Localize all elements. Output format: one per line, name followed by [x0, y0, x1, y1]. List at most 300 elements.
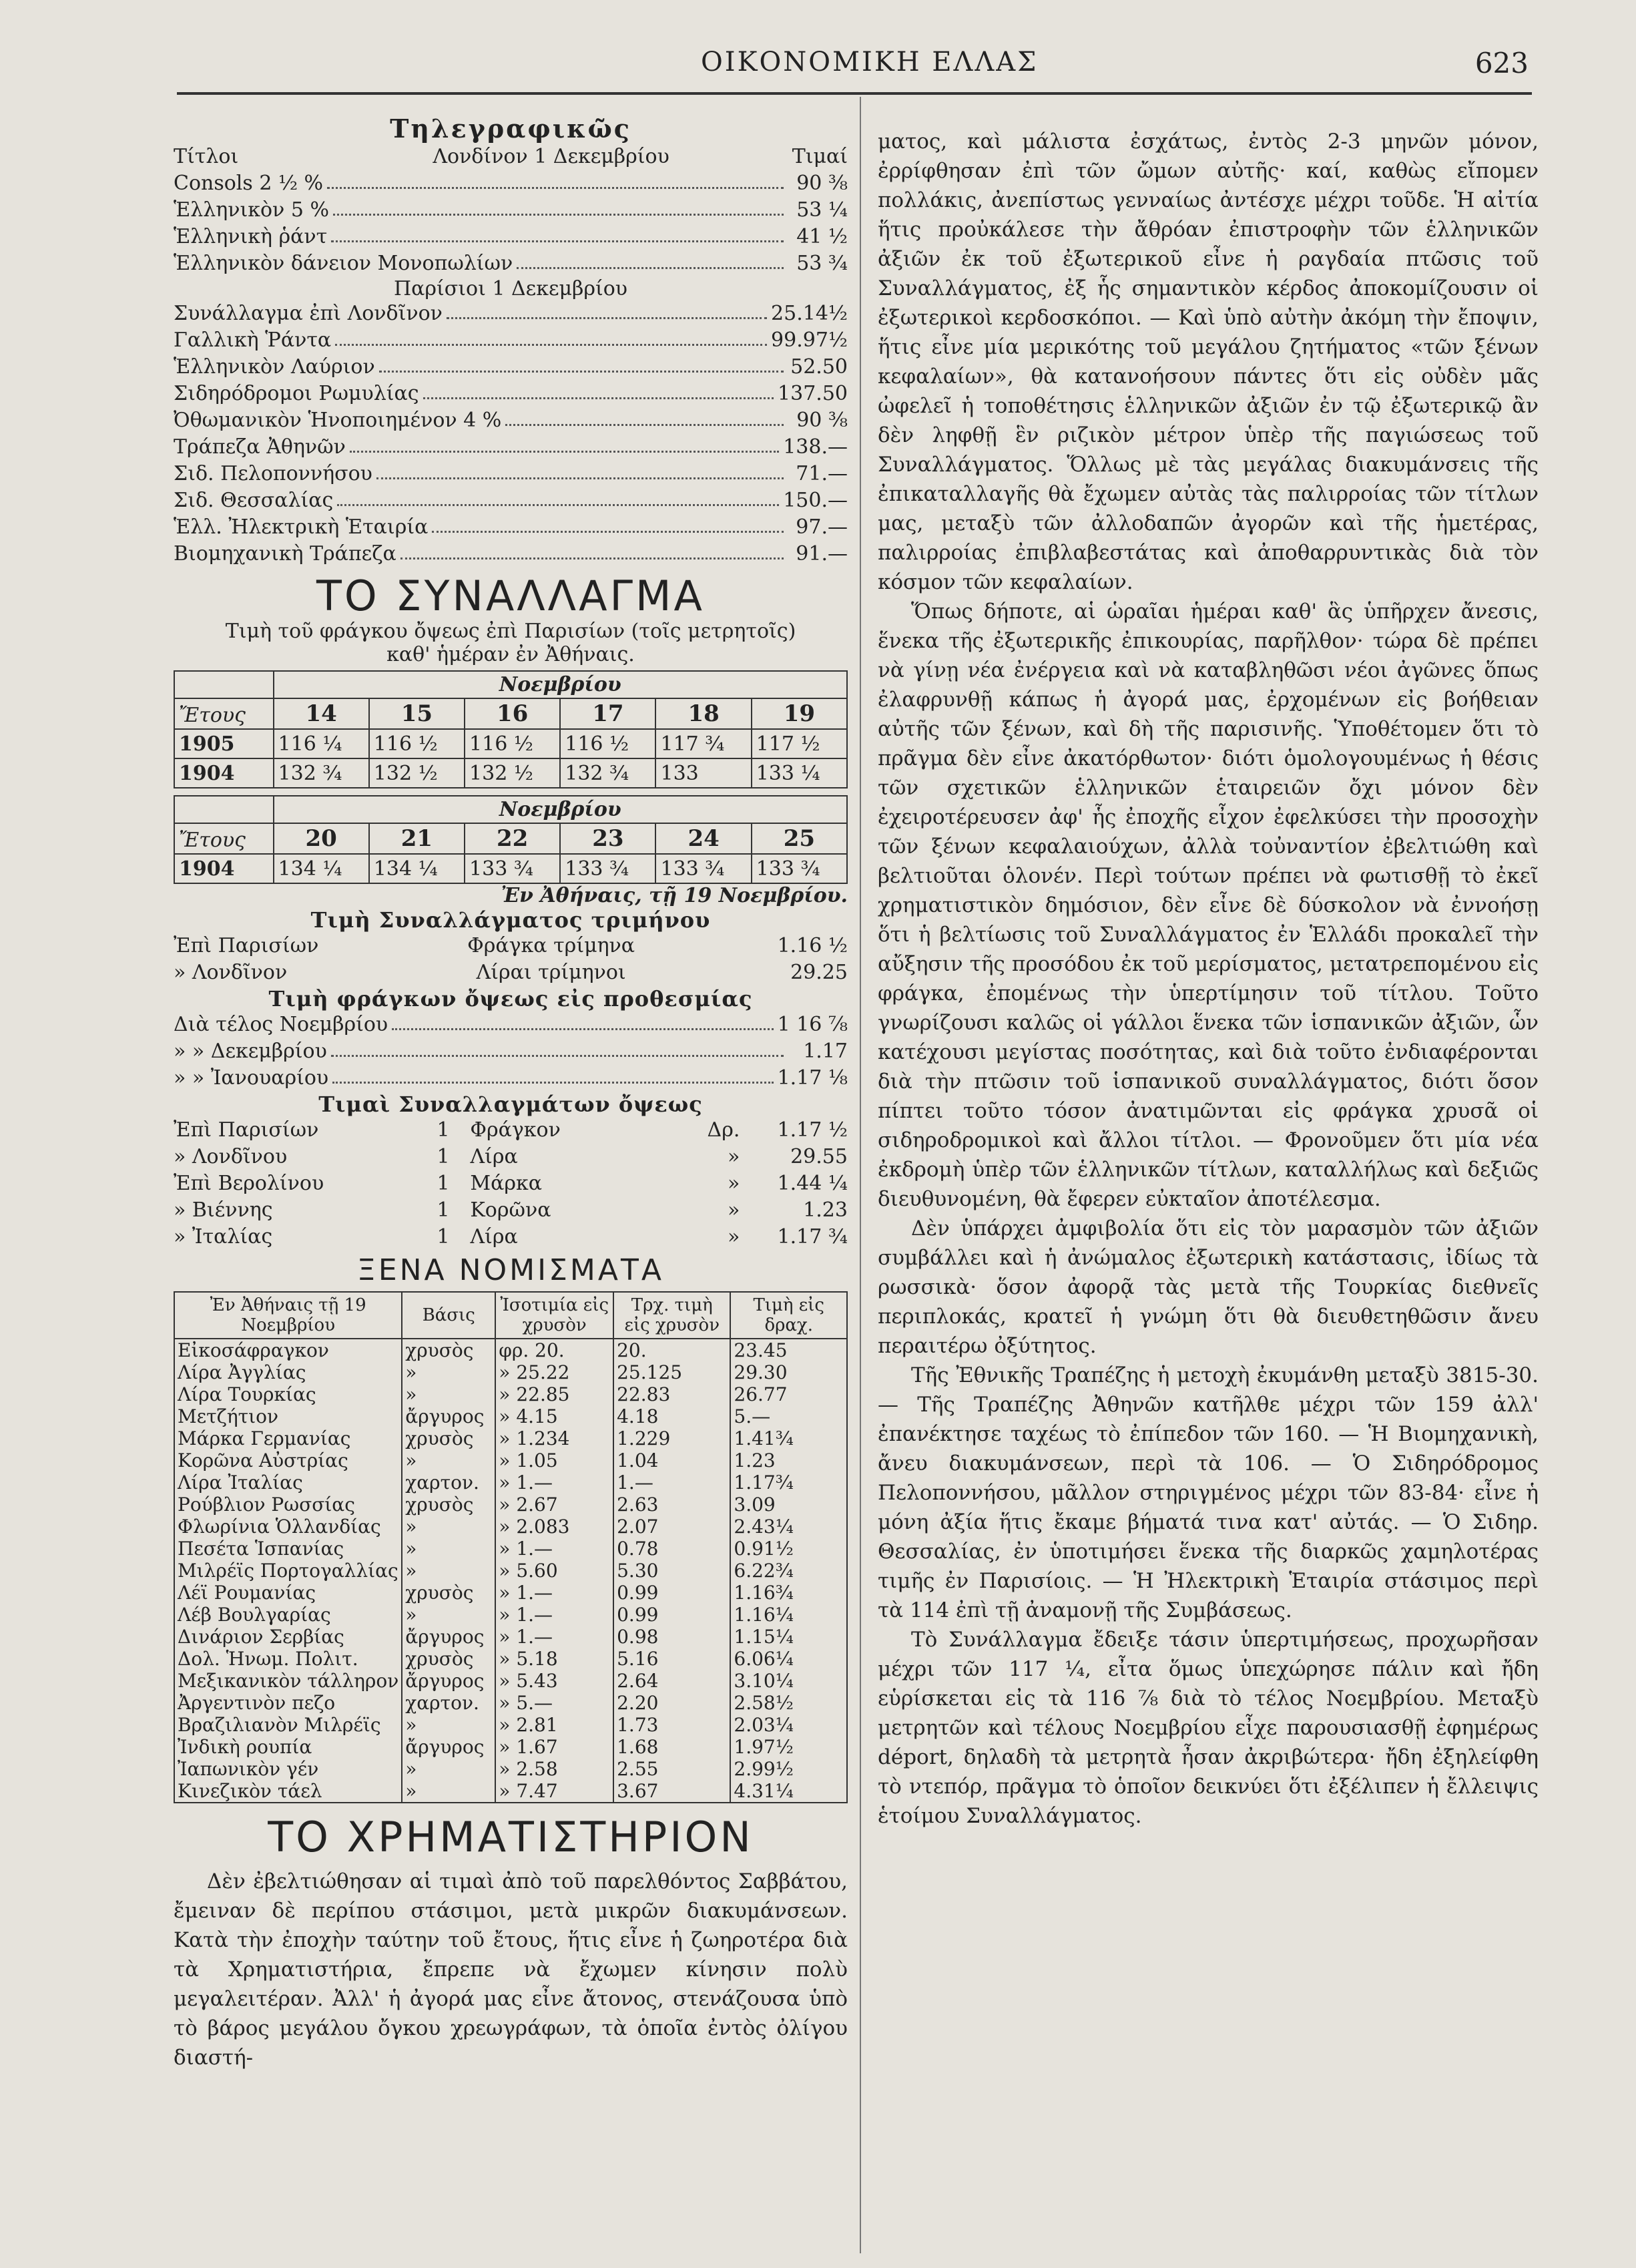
sight-unit: Λίρα [470, 1145, 518, 1168]
year-label: Ἔτους [174, 698, 274, 729]
paris-row [174, 541, 848, 568]
currency-basis: » [402, 1714, 495, 1736]
currency-drachma: 2.58½ [730, 1692, 847, 1714]
header-parity: Ἰσοτιμία εἰς χρυσὸν [495, 1292, 613, 1339]
currency-current: 1.— [613, 1471, 730, 1494]
currency-name: Ἰαπωνικὸν γέν [174, 1758, 402, 1780]
leader-dots [350, 434, 779, 453]
currency-basis: » [402, 1383, 495, 1405]
sight-row [174, 1144, 848, 1170]
currency-current: 2.55 [613, 1758, 730, 1780]
currency-name: Ρούβλιον Ρωσσίας [174, 1494, 402, 1516]
security-name: Ἑλληνικὸν 5 % [174, 198, 329, 222]
sight-row [174, 1224, 848, 1251]
currency-name: Μιλρέϊς Πορτογαλλίας [174, 1560, 402, 1582]
leader-dots [331, 224, 784, 242]
currency-parity: » 2.083 [495, 1516, 613, 1538]
leader-dots [376, 461, 784, 479]
currency-drachma: 0.91½ [730, 1538, 847, 1560]
currency-drachma: 23.45 [730, 1339, 847, 1361]
currency-basis: χρυσὸς [402, 1582, 495, 1604]
day-header: 22 [465, 823, 560, 854]
currency-name: Μεξικανικὸν τάλληρον [174, 1670, 402, 1692]
currency-name: Κινεζικὸν τάελ [174, 1780, 402, 1803]
security-price: 53 ¾ [796, 252, 848, 275]
rate-cell: 133 ¾ [465, 854, 560, 883]
security-name: Ἑλληνικὸν δάνειον Μονοπωλίων [174, 252, 513, 275]
sight-unit: Φράγκον [470, 1118, 561, 1142]
currency-current: 2.64 [613, 1670, 730, 1692]
rate-cell: 134 ¼ [369, 854, 465, 883]
table-row [174, 1604, 847, 1626]
leader-dots [327, 170, 784, 189]
table-row [174, 1471, 847, 1494]
sight-qty: 1 [437, 1198, 450, 1222]
rate-cell: 117 ½ [752, 729, 847, 758]
security-price: 53 ¼ [796, 198, 848, 222]
currency-name: Μάρκα Γερμανίας [174, 1427, 402, 1449]
paragraph: Ὅπως δήποτε, αἱ ὡραῖαι ἡμέραι καθ' ἃς ὑπῆρχεν ἄνεσις, ἕνεκα τῆς ἐξωτερικῆς ἐπικουρίας, παρῆλθον· τώρα δὲ πρέπει νὰ γίνῃ νέα ἐνέργεια καὶ νὰ καταβληθῶσι νέοι ἀγῶνες ὅπως ἐλαφρυνθῇ κάπως ἡ ἀγορά μας, ἐρχομένων εἰς βοήθειαν αὐτῆς τῶν ξένων, καὶ δὴ τῆς παρισινῆς. Ὑποθέτομεν ὅτι τὸ πρᾶγμα δὲν εἶνε ἀκατόρθωτον· διότι ὁμολογουμένως ἡ θέσις τῶν σχετικῶν ἑλληνικῶν ἑταιρειῶν ὄχι μόνον δὲν ἐχειροτέρευσεν ἀφ' ἧς ἐποχῆς εἶχον ἐφελκύσει τὴν προσοχὴν τῶν ξένων κεφαλαιούχων, ἀλλὰ τοὐναντίον ἐβελτιώθη καὶ βελτιοῦται ὁλονέν. Περὶ τούτων πρέπει νὰ φωτισθῇ τὸ ἐκεῖ χρηματιστικὸν δημόσιον, δὲν εἶνε δὲ δύσκολον νὰ ἐννοήσῃ ὅτι ἡ βελτίωσις τοῦ Συναλλάγματος ἐν Ἑλλάδι προκαλεῖ τὴν αὔξησιν τῆς προσόδου ἐκ τοῦ μερίσματος, μετατρεπομένου εἰς φράγκα, ἐπομένως τὴν ὑπερτίμησιν τοῦ τίτλου. Τοῦτο γνωρίζουσι καλῶς οἱ γάλλοι ἕνεκα τῶν ἱσπανικῶν ἀξιῶν, ὧν κατέχουσι μεγίστας ποσότητας, καὶ διὰ τοῦτο ἐνδιαφέρονται διὰ τὴν πτῶσιν τοῦ ἱσπανικοῦ συναλλάγματος, διότι ὅσον πίπτει τοῦτο τόσον ἀνατιμῶνται εἰς φράγκα χρυσᾶ οἱ σιδηροδρομικοὶ καὶ ἄλλοι τίτλοι. — Φρονοῦμεν ὅτι μία νέα ἐκδρομὴ ὑπὲρ τῶν ἑλληνικῶν τίτλων, καταλλήλως καὶ δεξιῶς διευθυνομένη, θὰ ἔφερεν εὐκταῖον ἀποτέλεσμα. [878, 600, 1539, 1211]
currency-current: 25.125 [613, 1361, 730, 1383]
currency-basis: » [402, 1758, 495, 1780]
security-price: 90 ⅜ [796, 172, 848, 195]
currency-current: 1.68 [613, 1736, 730, 1758]
year-cell: 1905 [174, 729, 274, 758]
day-header: 24 [655, 823, 751, 854]
table-row [174, 1736, 847, 1758]
paris-row [174, 487, 848, 514]
currency-basis: » [402, 1516, 495, 1538]
currency-parity: » 7.47 [495, 1780, 613, 1803]
currency-name: Λέβ Βουλγαρίας [174, 1604, 402, 1626]
day-header: 25 [752, 823, 847, 854]
currency-parity: » 4.15 [495, 1405, 613, 1427]
security-name: Γαλλικὴ Ῥάντα [174, 328, 332, 352]
day-header: 17 [560, 698, 655, 729]
sight-value: 1.44 ¼ [777, 1172, 848, 1195]
rate-cell: 133 [655, 758, 751, 788]
rate-cell: 133 ¾ [752, 854, 847, 883]
sight-value: 1.17 ½ [777, 1118, 848, 1142]
currency-current: 0.99 [613, 1582, 730, 1604]
currency-parity: » 1.— [495, 1538, 613, 1560]
currency-current: 1.73 [613, 1714, 730, 1736]
table-row [174, 1758, 847, 1780]
quarter-unit: Λίραι τρίμηνοι [476, 961, 626, 984]
day-header: 16 [465, 698, 560, 729]
sight-city: » Λονδῖνου [174, 1145, 288, 1168]
currency-name: Κορῶνα Αὐστρίας [174, 1449, 402, 1471]
sight-unit: Κορῶνα [470, 1198, 551, 1222]
currency-basis: ἄργυρος [402, 1736, 495, 1758]
paris-row [174, 327, 848, 354]
sight-currency: Δρ. [707, 1118, 740, 1142]
paragraph: ματος, καὶ μάλιστα ἐσχάτως, ἐντὸς 2-3 μηνῶν μόνον, ἐρρίφθησαν ἐπὶ τῶν ὤμων αὐτῆς· καί, καθὼς εἴπομεν πολλάκις, ἀνεπίστως γενναίως ἀντέσχε μέχρι τοῦδε. Ἡ αἰτία ἥτις προὐκάλεσε τὴν ἄθρόαν ἐπιστροφὴν τῶν ἑλληνικῶν ἀξιῶν ἐκ τοῦ ἐξωτερικοῦ εἶνε ἡ ραγδαία πτῶσις τοῦ Συναλλάγματος, ἐξ ἧς σημαντικὸν κέρδος ἀποκομίζουσιν οἱ ἐξωτερικοὶ κερδοσκόποι. — Καὶ ὑπὸ αὐτὴν ἀκόμη τὴν ἔποψιν, ἥτις εἶνε μία μερικότης τοῦ μεγάλου ζητήματος «τῶν ξένων κεφαλαίων», θὰ κατανοήσουν πάντες ὅτι εἰς οὐδὲν μᾶς ὠφελεῖ ἡ τοποθέτησις ἑλληνικῶν ἀξιῶν ἐν τῷ ἐξωτερικῷ ἂν δὲν ληφθῇ ἓν ριζικὸν μέτρον ὑπὲρ τῆς παγιώσεως τοῦ Συναλλάγματος. Ὅλλως μὲ τὰς μεγάλας διακυμάνσεις τῆς ἐπικαταλλαγῆς θὰ ἔχωμεν αὐτὰς τὰς παλιρροίας τῶν τίτλων μας, μεταξὺ τῶν ἀλλοδαπῶν ἀγορῶν καὶ τῆς ἡμετέρας, παλιρροίας ἐπιβλαβεστάτας καὶ ἀποθαρρυντικὰς διὰ τὸν κόσμον τῶν κεφαλαίων. [878, 130, 1539, 594]
sight-qty: 1 [437, 1225, 450, 1249]
deposit-term: » » Ἰανουαρίου [174, 1066, 329, 1090]
table-row [174, 1494, 847, 1516]
currency-drachma: 6.22¾ [730, 1560, 847, 1582]
security-name: Consols 2 ½ % [174, 172, 324, 195]
currency-basis: χαρτον. [402, 1471, 495, 1494]
currency-current: 2.07 [613, 1516, 730, 1538]
header-current: Τρχ. τιμὴ εἰς χρυσὸν [613, 1292, 730, 1339]
deposit-term: Διὰ τέλος Νοεμβρίου [174, 1013, 388, 1036]
currency-basis: ἄργυρος [402, 1626, 495, 1648]
security-price: 138.— [783, 435, 848, 459]
sight-city: » Ἰταλίας [174, 1225, 273, 1249]
currency-parity: » 2.58 [495, 1758, 613, 1780]
caption-prices: Τιμαί [792, 145, 848, 168]
quarter-place: Ἐπὶ Παρισίων [174, 934, 319, 957]
currency-current: 2.20 [613, 1692, 730, 1714]
table-row [174, 1714, 847, 1736]
security-price: 90 ⅜ [796, 409, 848, 432]
table-row [174, 854, 847, 883]
running-title: ΟΙΚΟΝΟΜΙΚΗ ΕΛΛΑΣ [701, 47, 1039, 77]
currency-current: 5.30 [613, 1560, 730, 1582]
rate-cell: 134 ¼ [274, 854, 369, 883]
london-list [174, 170, 848, 277]
paragraph: Τὸ Συνάλλαγμα ἔδειξε τάσιν ὑπερτιμήσεως, προχωρῆσαν μέχρι τῶν 117 ¼, εἶτα ὅμως ὑπεχώρησε πάλιν καὶ ἤδη εὑρίσκεται εἰς τὰ 116 ⅞ διὰ τὸ τέλος Νοεμβρίου. Μεταξὺ μετρητῶν καὶ τέλους Νοεμβρίου εἶχε παρουσιασθῇ ἐφημέρως déport, δηλαδὴ τὰ μετρητὰ ἦσαν ἀκριβώτερα· ἤδη ἐξηλείφθη τὸ ντεπόρ, πρᾶγμα τὸ ὁποῖον δεικνύει ὅτι ἐξέλιπεν ἡ ἔλλειψις ἑτοίμου Συναλλάγματος. [878, 1628, 1539, 1828]
sight-unit: Λίρα [470, 1225, 518, 1249]
table-row [174, 758, 847, 788]
currency-drachma: 29.30 [730, 1361, 847, 1383]
paragraph: Δὲν ὑπάρχει ἀμφιβολία ὅτι εἰς τὸν μαρασμὸν τῶν ἀξιῶν συμβάλλει καὶ ἡ ἀνώμαλος ἐξωτερικὴ κατάστασις, ἰδίως τὰ ρωσσικὰ· ὅσον ἀφορᾷ τὰς μετὰ τῆς Τουρκίας διεθνεῖς περιπλοκάς, κρατεῖ ἡ γνώμη ὅτι θὰ διευθετηθῶσιν ἄνευ περαιτέρω ὀξύτητος. [878, 1216, 1539, 1358]
foreign-heading: ΞΕΝΑ ΝΟΜΙΣΜΑΤΑ [357, 1253, 664, 1287]
london-row [174, 250, 848, 277]
sight-currency: » [728, 1145, 740, 1168]
currency-parity: » 5.43 [495, 1670, 613, 1692]
currency-drachma: 1.16¾ [730, 1582, 847, 1604]
table-row [174, 1648, 847, 1670]
table-row [174, 1560, 847, 1582]
currency-drachma: 5.— [730, 1405, 847, 1427]
sight-row [174, 1170, 848, 1197]
currency-drachma: 1.16¼ [730, 1604, 847, 1626]
deposit-heading: Τιμὴ φράγκων ὄψεως εἰς προθεσμίας [268, 986, 753, 1011]
table-row [174, 1692, 847, 1714]
exchange-table-2 [174, 795, 848, 884]
currency-name: Φλωρίνια Ὁλλανδίας [174, 1516, 402, 1538]
london-row [174, 197, 848, 224]
header-drachma: Τιμὴ εἰς δραχ. [730, 1292, 847, 1339]
currency-drachma: 1.41¾ [730, 1427, 847, 1449]
security-price: 71.— [796, 462, 848, 485]
rate-cell: 133 ¾ [655, 854, 751, 883]
currency-parity: » 25.22 [495, 1361, 613, 1383]
table-row [174, 1780, 847, 1803]
currency-current: 1.04 [613, 1449, 730, 1471]
sight-city: Ἐπὶ Βερολίνου [174, 1172, 324, 1195]
sight-unit: Μάρκα [470, 1172, 543, 1195]
rate-cell: 132 ¾ [274, 758, 369, 788]
leader-dots [379, 354, 784, 373]
currency-current: 0.99 [613, 1604, 730, 1626]
leader-dots [400, 541, 784, 559]
deposit-value: 1 16 ⅞ [777, 1013, 848, 1036]
paris-row [174, 434, 848, 461]
currency-basis: » [402, 1560, 495, 1582]
deposit-term: » » Δεκεμβρίου [174, 1040, 327, 1063]
security-price: 25.14½ [771, 302, 848, 325]
rate-cell: 116 ½ [369, 729, 465, 758]
security-name: Βιομηχανικὴ Τράπεζα [174, 542, 396, 565]
currency-drachma: 2.43¼ [730, 1516, 847, 1538]
currency-parity: » 5.60 [495, 1560, 613, 1582]
paris-row [174, 461, 848, 487]
currency-basis: » [402, 1449, 495, 1471]
header-basis: Βάσις [402, 1292, 495, 1339]
leader-dots [333, 197, 784, 216]
rate-cell: 132 ½ [465, 758, 560, 788]
currency-name: Λίρα Ἀγγλίας [174, 1361, 402, 1383]
security-name: Σιδ. Θεσσαλίας [174, 489, 334, 512]
rate-cell: 117 ¾ [655, 729, 751, 758]
leader-dots [331, 1038, 784, 1057]
day-header: 23 [560, 823, 655, 854]
currency-current: 20. [613, 1339, 730, 1361]
currency-parity: » 1.— [495, 1471, 613, 1494]
leader-dots [423, 381, 774, 399]
currency-parity: » 1.— [495, 1582, 613, 1604]
bourse-text-left [174, 1867, 848, 2072]
table-row [174, 1383, 847, 1405]
right-column [878, 127, 1539, 1831]
currency-drachma: 3.09 [730, 1494, 847, 1516]
security-price: 91.— [796, 542, 848, 565]
sight-qty: 1 [437, 1118, 450, 1142]
rate-cell: 133 ¾ [560, 854, 655, 883]
security-price: 97.— [796, 515, 848, 539]
bourse-heading: ΤΟ ΧΡΗΜΑΤΙΣΤΗΡΙΟΝ [268, 1813, 754, 1861]
currency-drachma: 26.77 [730, 1383, 847, 1405]
quarter-row [174, 933, 848, 959]
table-row [174, 1339, 847, 1361]
currency-drachma: 1.97½ [730, 1736, 847, 1758]
currency-current: 2.63 [613, 1494, 730, 1516]
currency-current: 0.98 [613, 1626, 730, 1648]
currency-parity: » 1.234 [495, 1427, 613, 1449]
day-header: 18 [655, 698, 751, 729]
table-row [174, 1449, 847, 1471]
sight-row [174, 1197, 848, 1224]
security-price: 41 ½ [796, 225, 848, 248]
currency-basis: χαρτον. [402, 1692, 495, 1714]
currency-drachma: 6.06¼ [730, 1648, 847, 1670]
sight-value: 29.55 [790, 1145, 848, 1168]
leader-dots [505, 407, 784, 426]
currency-name: Εἰκοσάφραγκον [174, 1339, 402, 1361]
table-row [174, 1582, 847, 1604]
currency-basis: ἄργυρος [402, 1670, 495, 1692]
currency-name: Λίρα Ἰταλίας [174, 1471, 402, 1494]
currency-parity: φρ. 20. [495, 1339, 613, 1361]
paragraph: Τῆς Ἐθνικῆς Τραπέζης ἡ μετοχὴ ἐκυμάνθη μεταξὺ 3815-30. — Τῆς Τραπέζης Ἀθηνῶν κατῆλθε μέχρι τῶν 159 ἀλλ' ἐπανέκτησε ταχέως τὸ ἐπίπεδον τῶν 160. — Ἡ Βιομηχανικὴ, ἄνευ διακυμάνσεων, περὶ τὰ 106. — Ὁ Σιδηρόδρομος Πελοποννήσου, μᾶλλον στηριγμένος μέχρι τῶν 83-84· εἶνε ἡ μόνη ἀξία ἥτις ἔκαμε βήματά τινα κατ' αὐτάς. — Ὁ Σιδηρ. Θεσσαλίας, ἐν ὑποτιμήσει ἕνεκα τῆς διαρκῶς χαμηλοτέρας τιμῆς ἐν Παρισίοις. — Ἡ Ἠλεκτρικὴ Ἑταιρία στάσιμος περὶ τὰ 114 ἐπὶ τῇ ἀναμονῇ τῆς Συμβάσεως. [878, 1363, 1539, 1622]
deposit-row [174, 1038, 848, 1065]
currency-basis: » [402, 1361, 495, 1383]
day-header: 14 [274, 698, 369, 729]
month-caption: Νοεμβρίου [274, 671, 847, 698]
currency-parity: » 2.81 [495, 1714, 613, 1736]
leader-dots [447, 300, 767, 319]
security-name: Συνάλλαγμα ἐπὶ Λονδῖνον [174, 302, 443, 325]
paris-row [174, 354, 848, 381]
header-rule [177, 92, 1532, 95]
sight-currency: » [728, 1198, 740, 1222]
currency-drachma: 1.17¾ [730, 1471, 847, 1494]
currency-parity: » 1.— [495, 1604, 613, 1626]
currency-current: 3.67 [613, 1780, 730, 1803]
left-column [174, 114, 848, 2072]
currency-basis: ἄργυρος [402, 1405, 495, 1427]
currency-drachma: 2.03¼ [730, 1714, 847, 1736]
sight-value: 1.17 ¾ [777, 1225, 848, 1249]
security-name: Σιδηρόδρομοι Ρωμυλίας [174, 382, 419, 405]
day-header: 19 [752, 698, 847, 729]
currency-name: Πεσέτα Ἱσπανίας [174, 1538, 402, 1560]
currency-basis: χρυσὸς [402, 1427, 495, 1449]
foreign-table-body [174, 1339, 847, 1803]
currency-name: Ἀργεντινὸν πεζο [174, 1692, 402, 1714]
currency-parity: » 1.— [495, 1626, 613, 1648]
leader-dots [332, 1065, 773, 1084]
london-row [174, 224, 848, 250]
rate-cell: 116 ¼ [274, 729, 369, 758]
security-price: 150.— [783, 489, 848, 512]
currency-name: Δολ. Ἡνωμ. Πολιτ. [174, 1648, 402, 1670]
currency-parity: » 2.67 [495, 1494, 613, 1516]
currency-name: Ἰνδικὴ ρουπία [174, 1736, 402, 1758]
page-header [180, 47, 1529, 93]
security-name: Ἑλληνικὴ ῥάντ [174, 225, 328, 248]
currency-current: 22.83 [613, 1383, 730, 1405]
currency-name: Λίρα Τουρκίας [174, 1383, 402, 1405]
table-row [174, 1538, 847, 1560]
currency-parity: » 22.85 [495, 1383, 613, 1405]
security-name: Ἑλληνικὸν Λαύριον [174, 355, 375, 379]
table-row [174, 1626, 847, 1648]
currency-basis: χρυσὸς [402, 1339, 495, 1361]
currency-current: 5.16 [613, 1648, 730, 1670]
leader-dots [335, 327, 767, 346]
exchange-note-line2: καθ' ἡμέραν ἐν Ἀθήναις. [386, 642, 635, 666]
paris-row [174, 407, 848, 434]
paris-row [174, 381, 848, 407]
header-date: Ἐν Ἀθήναις τῇ 19 Νοεμβρίου [174, 1292, 402, 1339]
security-name: Τράπεζα Ἀθηνῶν [174, 435, 346, 459]
table-row [174, 1516, 847, 1538]
currency-drachma: 3.10¼ [730, 1670, 847, 1692]
quarter-value: 29.25 [790, 961, 848, 984]
london-row [174, 170, 848, 197]
currency-drachma: 1.23 [730, 1449, 847, 1471]
sight-currency: » [728, 1225, 740, 1249]
currency-parity: » 1.05 [495, 1449, 613, 1471]
currency-name: Δινάριον Σερβίας [174, 1626, 402, 1648]
security-price: 52.50 [790, 355, 848, 379]
paris-list [174, 300, 848, 568]
currency-drachma: 1.15¼ [730, 1626, 847, 1648]
sight-qty: 1 [437, 1145, 450, 1168]
column-divider [860, 97, 861, 2253]
leader-dots [337, 487, 779, 506]
quarter-heading: Τιμὴ Συναλλάγματος τριμήνου [310, 907, 711, 933]
day-header: 21 [369, 823, 465, 854]
rate-cell: 132 ¾ [560, 758, 655, 788]
currency-basis: » [402, 1780, 495, 1803]
currency-basis: » [402, 1538, 495, 1560]
table-row [174, 729, 847, 758]
paris-row [174, 300, 848, 327]
paris-caption: Παρίσιοι 1 Δεκεμβρίου [393, 277, 628, 300]
currency-basis: » [402, 1604, 495, 1626]
rate-cell: 132 ½ [369, 758, 465, 788]
sight-city: » Βιέννης [174, 1198, 273, 1222]
deposit-value: 1.17 ⅛ [777, 1066, 848, 1090]
quarter-place: » Λονδῖνον [174, 961, 288, 984]
deposit-row [174, 1065, 848, 1092]
quarter-row [174, 959, 848, 986]
deposit-row [174, 1011, 848, 1038]
table-row [174, 1670, 847, 1692]
sight-value: 1.23 [803, 1198, 848, 1222]
caption-london-date: Λονδίνον 1 Δεκεμβρίου [433, 145, 669, 168]
day-header: 15 [369, 698, 465, 729]
sight-qty: 1 [437, 1172, 450, 1195]
currency-current: 4.18 [613, 1405, 730, 1427]
leader-dots [517, 250, 784, 269]
currency-current: 0.78 [613, 1538, 730, 1560]
quarter-value: 1.16 ½ [777, 934, 848, 957]
page-number: 623 [1474, 47, 1529, 79]
table-row [174, 1427, 847, 1449]
telegraph-heading: Τηλεγραφικῶς [390, 114, 631, 144]
currency-parity: » 1.67 [495, 1736, 613, 1758]
table-row [174, 1361, 847, 1383]
currency-name: Βραζιλιανὸν Μιλρέϊς [174, 1714, 402, 1736]
year-label: Ἔτους [174, 823, 274, 854]
dateline: Ἐν Ἀθήναις, τῇ 19 Νοεμβρίου. [501, 884, 848, 907]
london-caption [174, 144, 848, 170]
month-caption: Νοεμβρίου [274, 796, 847, 823]
rate-cell: 133 ¼ [752, 758, 847, 788]
security-price: 137.50 [778, 382, 848, 405]
foreign-currencies-table [174, 1291, 848, 1803]
rate-cell: 116 ½ [560, 729, 655, 758]
security-name: Ὀθωμανικὸν Ἡνοποιημένον 4 % [174, 409, 502, 432]
sight-city: Ἐπὶ Παρισίων [174, 1118, 319, 1142]
year-cell: 1904 [174, 758, 274, 788]
quarter-unit: Φράγκα τρίμηνα [467, 934, 635, 957]
exchange-note-line1: Τιμὴ τοῦ φράγκου ὄψεως ἐπὶ Παρισίων (τοῖς μετρητοῖς) [225, 620, 796, 643]
exchange-heading: ΤΟ ΣΥΝΑΛΛΑΓΜΑ [316, 572, 705, 620]
day-header: 20 [274, 823, 369, 854]
currency-drachma: 4.31¼ [730, 1780, 847, 1803]
currency-basis: χρυσὸς [402, 1648, 495, 1670]
security-name: Ἑλλ. Ἠλεκτρικὴ Ἑταιρία [174, 515, 429, 539]
security-price: 99.97½ [771, 328, 848, 352]
caption-titles: Τίτλοι [174, 145, 239, 168]
table-row [174, 1405, 847, 1427]
currency-name: Λέϊ Ρουμανίας [174, 1582, 402, 1604]
currency-current: 1.229 [613, 1427, 730, 1449]
sight-currency: » [728, 1172, 740, 1195]
leader-dots [392, 1011, 773, 1030]
deposit-value: 1.17 [803, 1040, 848, 1063]
currency-drachma: 2.99½ [730, 1758, 847, 1780]
sight-row [174, 1117, 848, 1144]
